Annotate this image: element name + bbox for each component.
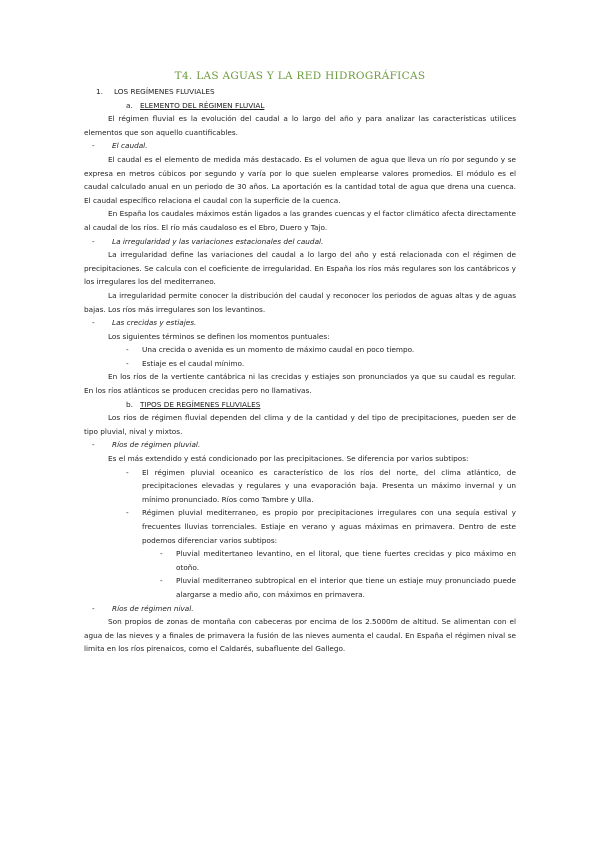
subheading-crecidas (84, 316, 516, 330)
list-item-text: El régimen pluvial oceanico es característico de los ríos del norte, del clima atlántico, de precipitaciones elevadas y regulares y una evaporación baja. Presenta un máximo invernal y un mínimo pronunciado. Ríos como Tambre y Ulla. (142, 467, 516, 504)
list-item-text: Régimen pluvial mediterraneo, es propio por precipitaciones irregulares con una sequía estival y frecuentes lluvias torrenciales. Estiaje en verano y aguas máximas en primavera. Dentro de este podemos diferenciar varios subtipos: (142, 508, 516, 545)
dash-marker: - (126, 358, 129, 368)
subsection-heading-b (84, 398, 516, 412)
dash-marker: - (160, 549, 163, 559)
subheading-pluvial (84, 438, 516, 452)
document-title: T4. LAS AGUAS Y LA RED HIDROGRÁFICAS (174, 70, 426, 82)
list-item-text: Pluvial mediterraneo subtropical en el interior que tiene un estiaje muy pronunciado puede alargarse a medio año, con máximos en primavera. (176, 576, 516, 599)
subheading-caudal (84, 139, 516, 153)
dash-marker: - (126, 508, 129, 518)
list-item (84, 343, 516, 357)
subheading-label: Las crecidas y estiajes. (112, 318, 197, 328)
section-heading (84, 85, 516, 99)
section-number: 1. (96, 87, 103, 96)
subheading-label: Ríos de régimen pluvial. (112, 440, 201, 450)
subheading-nival (84, 602, 516, 616)
dash-marker: - (92, 141, 95, 151)
subheading-label: El caudal. (112, 141, 148, 151)
subsection-label-b: TIPOS DE REGÍMENES FLUVIALES (140, 399, 261, 409)
paragraph: Los ríos de régimen fluvial dependen del clima y de la cantidad y del tipo de precipitaciones, pueden ser de tipo pluvial, nival y mixtos. (84, 413, 516, 436)
paragraph: En los ríos de la vertiente cantábrica ni las crecidas y estiajes son pronunciados ya que su caudal es regular. En los ríos atlánticos se producen crecidas pero no llamativas. (84, 372, 516, 396)
list-item (84, 506, 516, 547)
subheading-label: La irregularidad y las variaciones estacionales del caudal. (112, 236, 324, 246)
paragraph: Los siguientes términos se definen los momentos puntuales: (108, 331, 330, 341)
subsection-heading-a (84, 99, 516, 113)
paragraph: La irregularidad define las variaciones del caudal a lo largo del año y está relacionada con el régimen de precipitaciones. Se calcula con el coeficiente de irregularidad. En España los ríos más regulares son los cantábricos y los irregulares los del mediterraneo. (84, 250, 516, 287)
list-item (84, 466, 516, 507)
dash-marker: - (160, 576, 163, 586)
dash-marker: - (126, 345, 129, 355)
list-item (84, 357, 516, 371)
paragraph: El régimen fluvial es la evolución del caudal a lo largo del año y para analizar las características utilices elementos que son aquello cuantificables. (84, 114, 516, 137)
subsection-label-a: ELEMENTO DEL RÉGIMEN FLUVIAL (140, 100, 265, 110)
dash-marker: - (126, 467, 129, 477)
paragraph: El caudal es el elemento de medida más destacado. Es el volumen de agua que lleva un río por segundo y se expresa en metros cúbicos por segundo y varía por lo que suelen emplearse valores promedios. El módulo es el caudal calculado anual en un periodo de 30 años. La aportación es la cantidad total de agua que drena una cuenca. El caudal específico relaciona el caudal con la superficie de la cuenca. (84, 154, 516, 205)
subsection-number-b: b. (126, 399, 133, 409)
list-item-text: Una crecida o avenida es un momento de máximo caudal en poco tiempo. (142, 345, 415, 355)
subheading-label: Ríos de régimen nival. (112, 603, 194, 613)
paragraph: Es el más extendido y está condicionado por las precipitaciones. Se diferencia por varios subtipos: (108, 454, 469, 464)
nested-list-item (84, 574, 516, 601)
section-label: LOS REGÍMENES FLUVIALES (114, 87, 215, 96)
paragraph: La irregularidad permite conocer la distribución del caudal y reconocer los periodos de aguas altas y de aguas bajas. Los ríos más irregulares son los levantinos. (84, 290, 516, 314)
subheading-irregularidad (84, 235, 516, 249)
dash-marker: - (92, 603, 95, 613)
list-item-text: Estiaje es el caudal mínimo. (142, 358, 245, 368)
dash-marker: - (92, 440, 95, 450)
list-item-text: Pluvial meditertaneo levantino, en el litoral, que tiene fuertes crecidas y pico máximo en otoño. (176, 549, 516, 572)
nested-list-item (84, 547, 516, 574)
paragraph: Son propios de zonas de montaña con cabeceras por encima de los 2.5000m de altitud. Se alimentan con el agua de las nieves y a finales de primavera la fusión de las nieves aumenta el caudal. En España el régimen nival se limita en los ríos pirenaicos, como el Caldarés, subafluente del Gallego. (84, 617, 516, 654)
dash-marker: - (92, 236, 95, 246)
dash-marker: - (92, 318, 95, 328)
paragraph: En España los caudales máximos están ligados a las grandes cuencas y el factor climático afecta directamente al caudal de los ríos. El río más caudaloso es el Ebro, Duero y Tajo. (84, 209, 516, 232)
subsection-number-a: a. (126, 100, 133, 110)
